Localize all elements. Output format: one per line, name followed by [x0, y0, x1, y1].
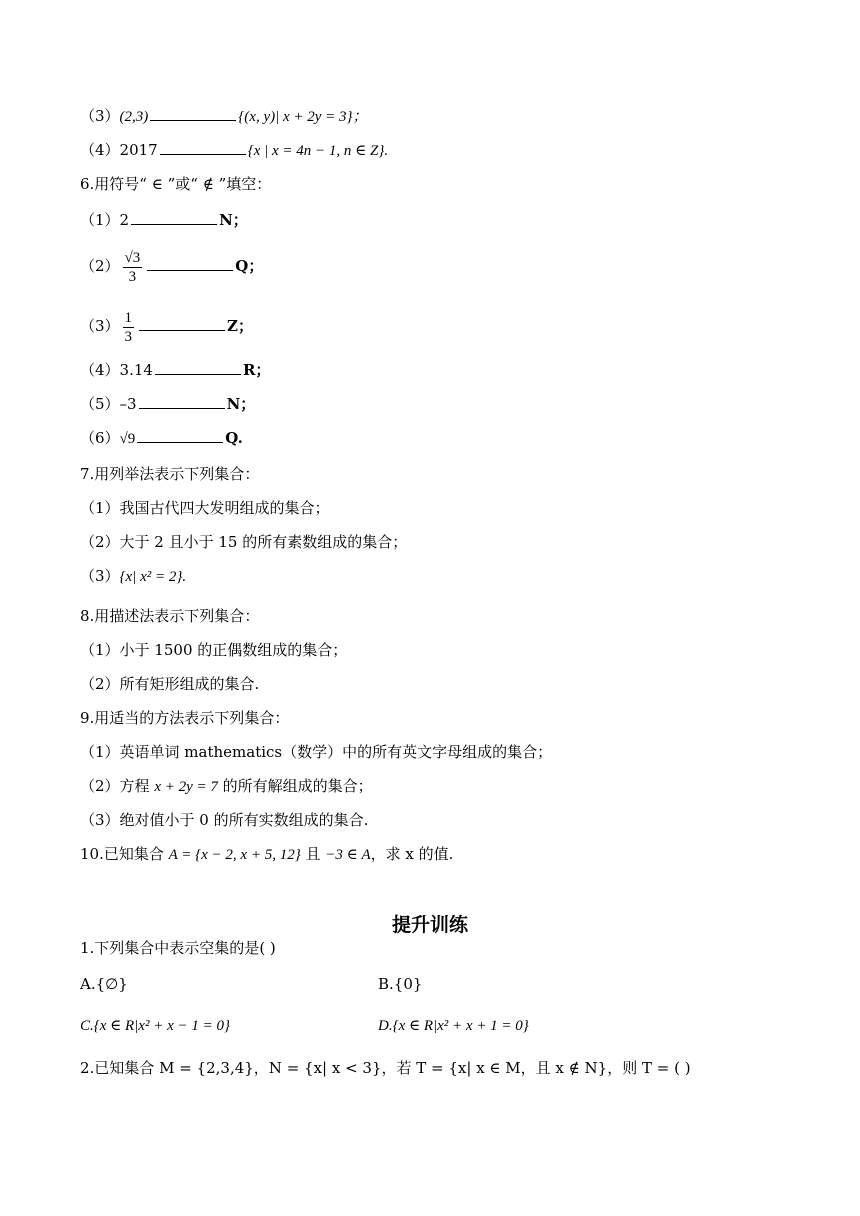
item-label: （6） — [80, 429, 120, 447]
q7-item-2: （2）大于 2 且小于 15 的所有素数组成的集合； — [80, 533, 408, 551]
answer-blank[interactable] — [139, 316, 225, 331]
q9-title: 9.用适当的方法表示下列集合： — [80, 709, 290, 727]
set-symbol: N； — [226, 395, 256, 413]
set-symbol: N； — [219, 211, 248, 229]
item-label: （2） — [80, 257, 120, 275]
q7-item-1: （1）我国古代四大发明组成的集合； — [80, 499, 330, 517]
q6-item-6 — [80, 428, 243, 449]
answer-blank[interactable] — [139, 394, 225, 409]
option-c[interactable]: C.{x ∈ R|x² + x − 1 = 0} — [80, 1018, 230, 1034]
element: –3 — [119, 395, 137, 413]
q6-item-2 — [80, 246, 263, 286]
element: 2 — [119, 211, 130, 229]
answer-blank[interactable] — [137, 428, 223, 443]
q6-item-3 — [80, 306, 253, 346]
q9-item-1: （1）英语单词 mathematics（数学）中的所有英文字母组成的集合； — [80, 743, 553, 761]
q9-item-3: （3）绝对值小于 0 的所有实数组成的集合. — [80, 811, 369, 829]
q6-item-5 — [80, 394, 255, 414]
fraction: $\frac{√3}{3}$ — [124, 249, 141, 285]
q9-item-2: （2）方程 x + 2y = 7 的所有解组成的集合； — [80, 777, 373, 795]
set-symbol: Q. — [225, 429, 243, 447]
answer-blank[interactable] — [147, 256, 233, 271]
answer-blank[interactable] — [131, 210, 217, 225]
fraction: $\frac{1}{3}$ — [124, 309, 133, 345]
sqrt-expression: √9 — [119, 431, 136, 447]
element: 2017 — [119, 141, 158, 159]
q5-item-4 — [80, 140, 388, 161]
set-expression: A = {x − 2, x + 5, 12} — [168, 847, 301, 863]
q8-title: 8.用描述法表示下列集合： — [80, 607, 260, 625]
q5-item-3 — [80, 106, 368, 127]
set-symbol: Q； — [235, 257, 264, 275]
exercise-q2-stem: 2.已知集合 M = {2,3,4}，N = {x| x < 3}，若 T = {x| x ∈ M，且 x ∉ N}，则 T = ( ) — [80, 1059, 691, 1077]
q7-item-3 — [80, 566, 186, 587]
item-label: （1） — [80, 211, 120, 229]
set-symbol: Z； — [227, 317, 253, 335]
option-d[interactable]: D.{x ∈ R|x² + x + 1 = 0} — [378, 1018, 529, 1034]
element: 3.14 — [119, 361, 153, 379]
element: (2,3) — [119, 109, 149, 125]
item-label: （4） — [80, 141, 120, 159]
section-title: 提升训练 — [391, 914, 468, 936]
option-b[interactable]: B.{0} — [378, 975, 423, 993]
q7-title: 7.用列举法表示下列集合： — [80, 465, 260, 483]
exercise-q1-stem: 1.下列集合中表示空集的是( ) — [80, 939, 276, 957]
item-label: （3） — [80, 567, 120, 585]
item-label: （4） — [80, 361, 120, 379]
q6-title: 6.用符号“ ∈ ”或“ ∉ ”填空： — [80, 175, 272, 193]
equation: x + 2y = 7 — [154, 779, 218, 795]
answer-blank[interactable] — [160, 140, 246, 155]
option-a[interactable]: A.{∅} — [80, 975, 128, 993]
set-expression: {(x, y)| x + 2y = 3}； — [238, 109, 368, 125]
set-expression: {x| x² = 2}. — [119, 569, 187, 585]
set-symbol: R； — [242, 361, 271, 379]
q10: 10.已知集合 A = {x − 2, x + 5, 12} 且 −3 ∈ A，求 x 的值. — [80, 845, 454, 863]
q8-item-1: （1）小于 1500 的正偶数组成的集合； — [80, 641, 348, 659]
q6-item-4 — [80, 360, 270, 380]
item-label: （5） — [80, 395, 120, 413]
answer-blank[interactable] — [150, 106, 236, 121]
q6-item-1 — [80, 210, 248, 230]
condition: −3 ∈ A — [325, 847, 371, 863]
answer-blank[interactable] — [155, 360, 241, 375]
item-label: （3） — [80, 317, 120, 335]
set-expression: {x | x = 4n − 1, n ∈ Z}. — [247, 143, 389, 159]
item-label: （3） — [80, 107, 120, 125]
q8-item-2: （2）所有矩形组成的集合. — [80, 675, 260, 693]
